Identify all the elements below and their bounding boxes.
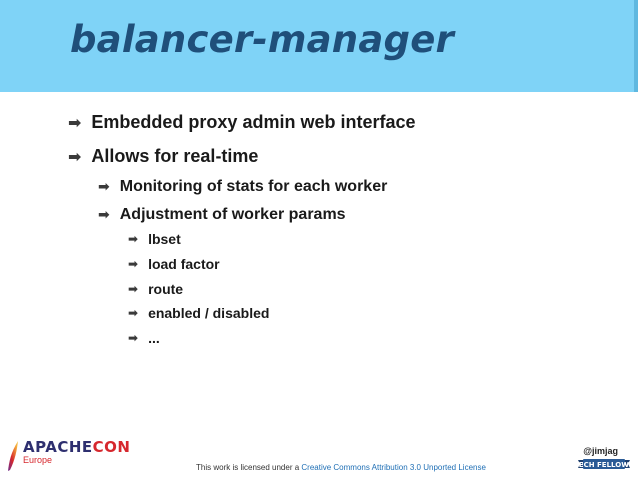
bullet-item	[128, 305, 269, 321]
arrow-bullet-icon: ➡	[68, 113, 82, 132]
bullet-text: route	[148, 281, 184, 297]
slide-title: balancer-manager	[70, 18, 454, 61]
logo-subtitle: Europe	[23, 455, 53, 465]
arrow-bullet-icon: ➡	[128, 331, 139, 345]
badge-label: TECH FELLOWS	[574, 461, 634, 469]
twitter-handle: @jimjag	[583, 446, 618, 456]
bullet-text: ...	[148, 330, 160, 346]
arrow-bullet-icon: ➡	[128, 306, 139, 320]
bullet-item	[128, 330, 160, 346]
arrow-bullet-icon: ➡	[128, 282, 139, 296]
arrow-bullet-icon: ➡	[128, 232, 139, 246]
bullet-text: Adjustment of worker params	[119, 206, 346, 223]
license-notice: This work is licensed under a Creative Commons Attribution 3.0 Unported License	[196, 463, 486, 472]
apachecon-logo	[6, 440, 130, 472]
license-link[interactable]: Creative Commons Attribution 3.0 Unported License	[301, 463, 486, 472]
arrow-bullet-icon: ➡	[98, 179, 110, 195]
bullet-item	[128, 256, 220, 272]
bullet-text: lbset	[148, 231, 181, 247]
bullet-item	[68, 112, 416, 133]
bullet-text: Monitoring of stats for each worker	[119, 178, 388, 195]
arrow-bullet-icon: ➡	[128, 257, 139, 271]
bullet-item	[128, 231, 181, 247]
tech-fellows-badge	[574, 458, 634, 470]
arrow-bullet-icon: ➡	[68, 147, 82, 166]
bullet-item	[98, 178, 387, 196]
bullet-text: Embedded proxy admin web interface	[91, 112, 416, 132]
bullet-item	[128, 281, 183, 297]
bullet-item	[68, 146, 258, 167]
bullet-text: enabled / disabled	[148, 305, 270, 321]
bullet-text: Allows for real-time	[91, 146, 259, 166]
bullet-text: load factor	[148, 256, 220, 272]
arrow-bullet-icon: ➡	[98, 207, 110, 223]
bullet-item	[98, 206, 346, 224]
logo-wordmark: APACHECON	[23, 438, 131, 456]
feather-icon	[6, 440, 20, 472]
